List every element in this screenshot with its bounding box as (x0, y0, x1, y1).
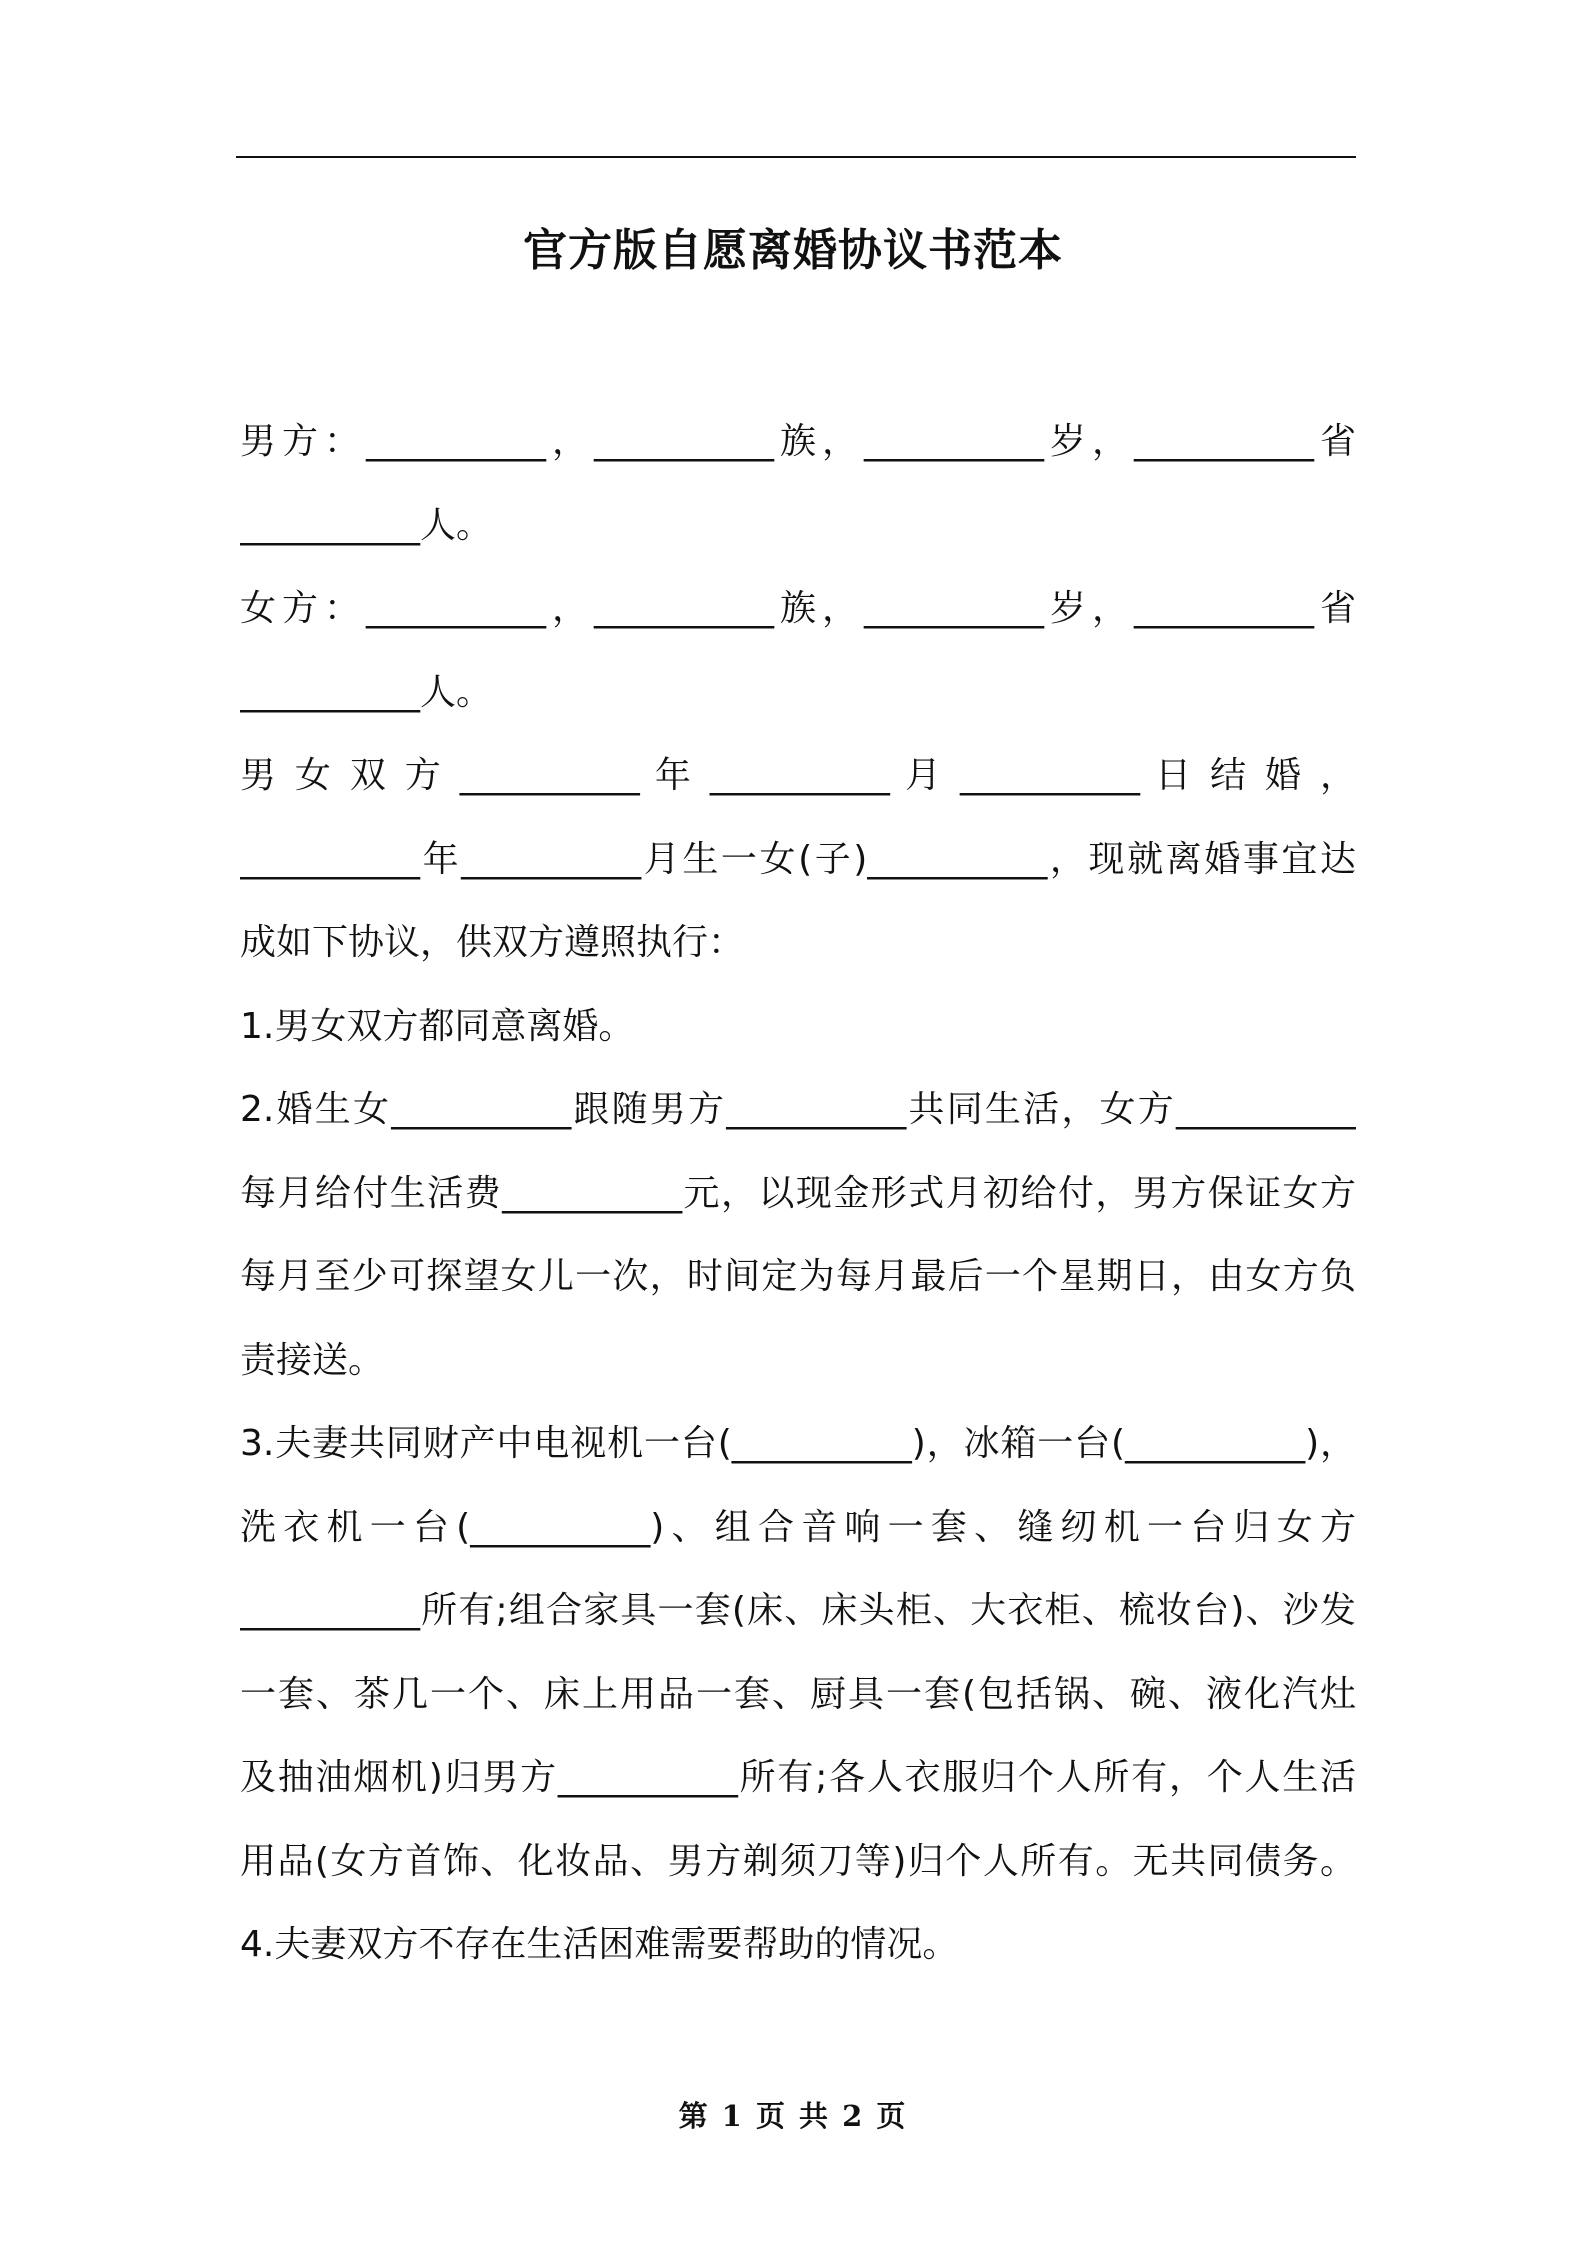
text-line-clause-1: 1.男女双方都同意离婚。 (240, 1005, 635, 1047)
text-line-clause-2-cont-1: 每月给付生活费__________元，以现金形式月初给付，男方保证女方 (240, 1172, 1356, 1214)
text-line-clause-2-cont-2: 每月至少可探望女儿一次，时间定为每月最后一个星期日，由女方负 (240, 1256, 1356, 1297)
text-line-child-birth: __________年__________月生一女(子)__________，现就离婚事宜达 (240, 838, 1356, 880)
text-line-preamble-end: 成如下协议，供双方遵照执行： (240, 922, 745, 963)
header-rule (236, 156, 1356, 158)
text-line-clause-3-cont-4: 及抽油烟机)归男方__________所有;各人衣服归个人所有，个人生活 (240, 1757, 1356, 1798)
text-line-clause-2-cont-3: 责接送。 (240, 1339, 385, 1381)
text-line-clause-3-cont-5: 用品(女方首饰、化妆品、男方剃须刀等)归个人所有。无共同债务。 (240, 1840, 1356, 1882)
text-line-male-info-cont: __________人。 (240, 504, 493, 546)
text-line-clause-2: 2.婚生女__________跟随男方__________共同生活，女方__________ (240, 1089, 1356, 1130)
text-line-male-info: 男方：__________，__________族，__________岁，__________省 (240, 421, 1356, 462)
document-body (240, 400, 1356, 1987)
text-line-marriage-date: 男 女 双 方 __________ 年 __________ 月 __________ 日 结 婚 ， (240, 755, 1356, 796)
text-line-female-info: 女方：__________，__________族，__________岁，__________省 (240, 588, 1356, 629)
text-line-clause-3-cont-1: 洗衣机一台(__________)、组合音响一套、缝纫机一台归女方 (240, 1506, 1356, 1548)
text-line-clause-3: 3.夫妻共同财产中电视机一台(__________)，冰箱一台(__________)， (240, 1423, 1356, 1464)
text-line-clause-4: 4.夫妻双方不存在生活困难需要帮助的情况。 (240, 1924, 959, 1965)
text-line-clause-3-cont-2: __________所有;组合家具一套(床、床头柜、大衣柜、梳妆台)、沙发 (240, 1590, 1356, 1631)
text-line-female-info-cont: __________人。 (240, 671, 493, 713)
document-title: 官方版自愿离婚协议书范本 (523, 225, 1063, 276)
page-number: 第 1 页 共 2 页 (678, 2099, 908, 2133)
text-line-clause-3-cont-3: 一套、茶几一个、床上用品一套、厨具一套(包括锅、碗、液化汽灶 (240, 1673, 1356, 1715)
